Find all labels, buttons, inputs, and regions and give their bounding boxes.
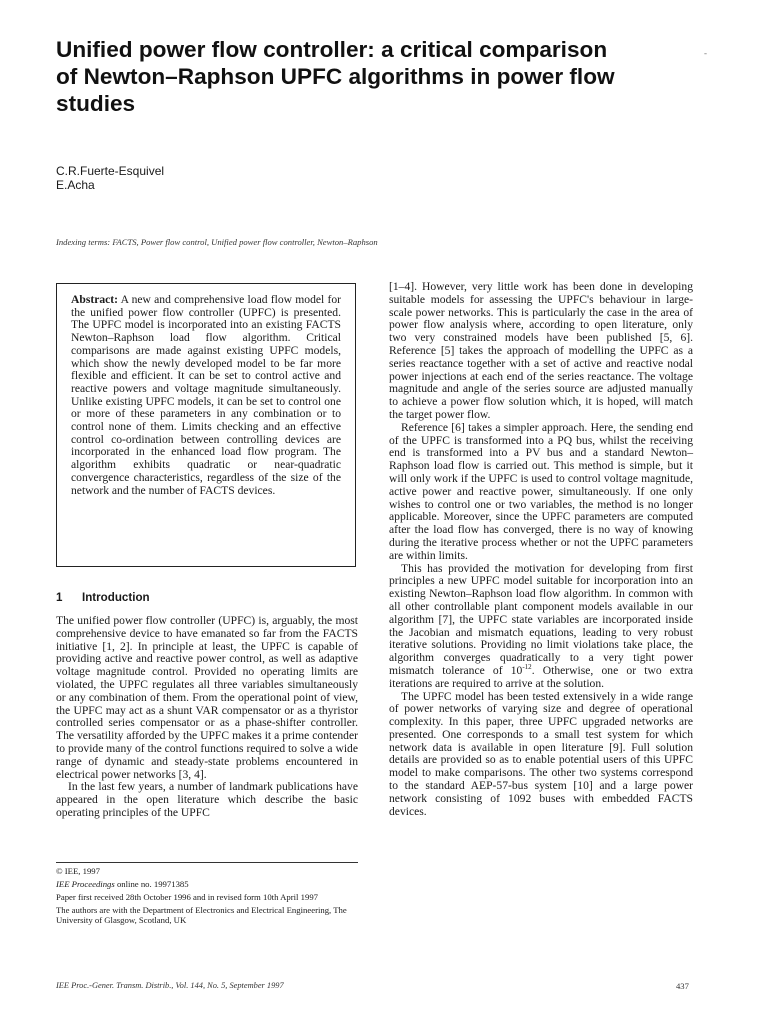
section-title: Introduction [82,591,150,604]
right-paragraph-2: Reference [6] takes a simpler approach. Here, the sending end of the UPFC is transformed into a PQ bus, whilst the receiving end is transformed into a PV bus and a standard Newton–Raphson load flow is carried out. This method is simple, but it will only work if the UPFC is used to control voltage magnitude, active power and reactive power, simultaneously. If one only wishes to control one or two variables, the method is no longer applicable. Moreover, since the UPFC parameters are computed after the load flow has converged, there is no way of knowing during the iterative process whether or not the UPFC parameters are within limits. [389,420,693,562]
intro-paragraph-2: In the last few years, a number of landmark publications have appeared in the open literature which describe the basic operating principles of the UPFC [56,780,358,819]
footnote-copyright: © IEE, 1997 [56,866,100,876]
section-heading [56,591,150,604]
page-number: 437 [676,981,689,991]
intro-paragraph-1: The unified power flow controller (UPFC) is, arguably, the most comprehensive device to have emanated so far from the FACTS initiative [1, 2]. In principle at least, the UPFC is capable of providing active and reactive power control, as well as adaptive voltage magnitude control. Provided no operating limits are violated, the UPFC regulates all three variables simultaneously or any combination of them. From the operational point of view, the UPFC may act as a shunt VAR compensator or as a thyristor controlled series compensator or as a phase-shifter controller. The versatility afforded by the UPFC makes it a prime contender to provide many of the control functions required to solve a wide range of dynamic and steady-state problems encountered in electrical power networks [3, 4]. [56,614,358,781]
title-line-3: studies [56,91,136,116]
section-number: 1 [56,591,63,604]
abstract-box [56,283,356,567]
margin-mark: - [704,48,707,58]
right-paragraph-3-start: This has provided the motivation for developing from first principles a new UPFC model suitable for incorporation into an existing Newton–Raphson load flow algorithm. In common with all other controllable plant component models available in our algorithm [7], the UPFC state variables are incorporated inside the Jacobian and mismatch equations, leading to very robust iterative solutions. Providing no limit violations take place, the algorithm converges quadratically to a very tight power mismatch tolerance of 10 [389,561,693,677]
footnote-received: Paper first received 28th October 1996 and in revised form 10th April 1997 [56,892,319,902]
right-column [389,281,693,818]
footnote-proceedings-journal: IEE Proceedings [56,879,115,889]
author-1: C.R.Fuerte-Esquivel [56,164,165,178]
footnote-proceedings [56,879,358,889]
footnote-rule [56,862,358,863]
paper-title [56,36,716,117]
author-2: E.Acha [56,177,95,192]
author-list [56,165,164,192]
journal-footer: IEE Proc.-Gener. Transm. Distrib., Vol. 144, No. 5, September 1997 [56,981,284,990]
right-paragraph-3 [389,563,693,691]
title-line-2: of Newton–Raphson UPFC algorithms in power flow [56,64,615,89]
right-paragraph-3-end: . Otherwise, one or two extra iterations are required to arrive at the solution. [389,663,693,690]
footnotes [56,866,358,928]
right-paragraph-1: [1–4]. However, very little work has been done in developing suitable models for assessing the UPFC's behaviour in large-scale power networks. This is particularly the case in the area of power flow analysis where, according to open literature, only two very constrained models have been published [5, 6]. Reference [5] takes the approach of modelling the UPFC as a series reactance together with a set of active and reactive nodal power injections at each end of the series reactance. The voltage magnitude and angle of the series source are adjusted manually to achieve a power flow solution which, it is hoped, will match the target power flow. [389,280,693,421]
tolerance-exponent: -12 [522,663,532,672]
abstract-body: A new and comprehensive load flow model for the unified power flow controller (UPFC) is presented. The UPFC model is incorporated into an existing FACTS Newton–Raphson load flow algorithm. Critical comparisons are made against existing UPFC models, which show the newly developed model to be far more flexible and efficient. It can be set to control active and reactive powers and voltage magnitude simultaneously. Unlike existing UPFC models, it can be set to control one or more of these parameters in any combination or to control none of them. Limits checking and an effective control co-ordination between controlling devices are incorporated in the enhanced load flow program. The algorithm exhibits quadratic or near-quadratic convergence characteristics, regardless of the size of the network and the number of FACTS devices. [71,293,341,497]
footnote-affiliation: The authors are with the Department of Electronics and Electrical Engineering, The University of Glasgow, Scotland, UK [56,905,347,925]
abstract-label: Abstract: [71,293,119,306]
abstract-text [71,294,341,497]
left-column-top [56,283,363,567]
title-line-1: Unified power flow controller: a critical comparison [56,37,608,62]
right-paragraph-4: The UPFC model has been tested extensively in a wide range of power networks of varying size and degree of operational complexity. In this paper, three UPFC upgraded networks are presented. One corresponds to a small test system for which network data is available in open literature [9]. Full solution details are provided so as to enable potential users of this UPFC model to make comparisons. The other two systems correspond to the standard AEP-57-bus system [10] and a large power network consisting of 1092 buses with embedded FACTS devices. [389,689,693,818]
footnote-proceedings-number: online no. 19971385 [114,879,189,889]
left-column-body [56,615,358,820]
indexing-terms: Indexing terms: FACTS, Power flow control, Unified power flow controller, Newton–Raphson [56,237,378,247]
